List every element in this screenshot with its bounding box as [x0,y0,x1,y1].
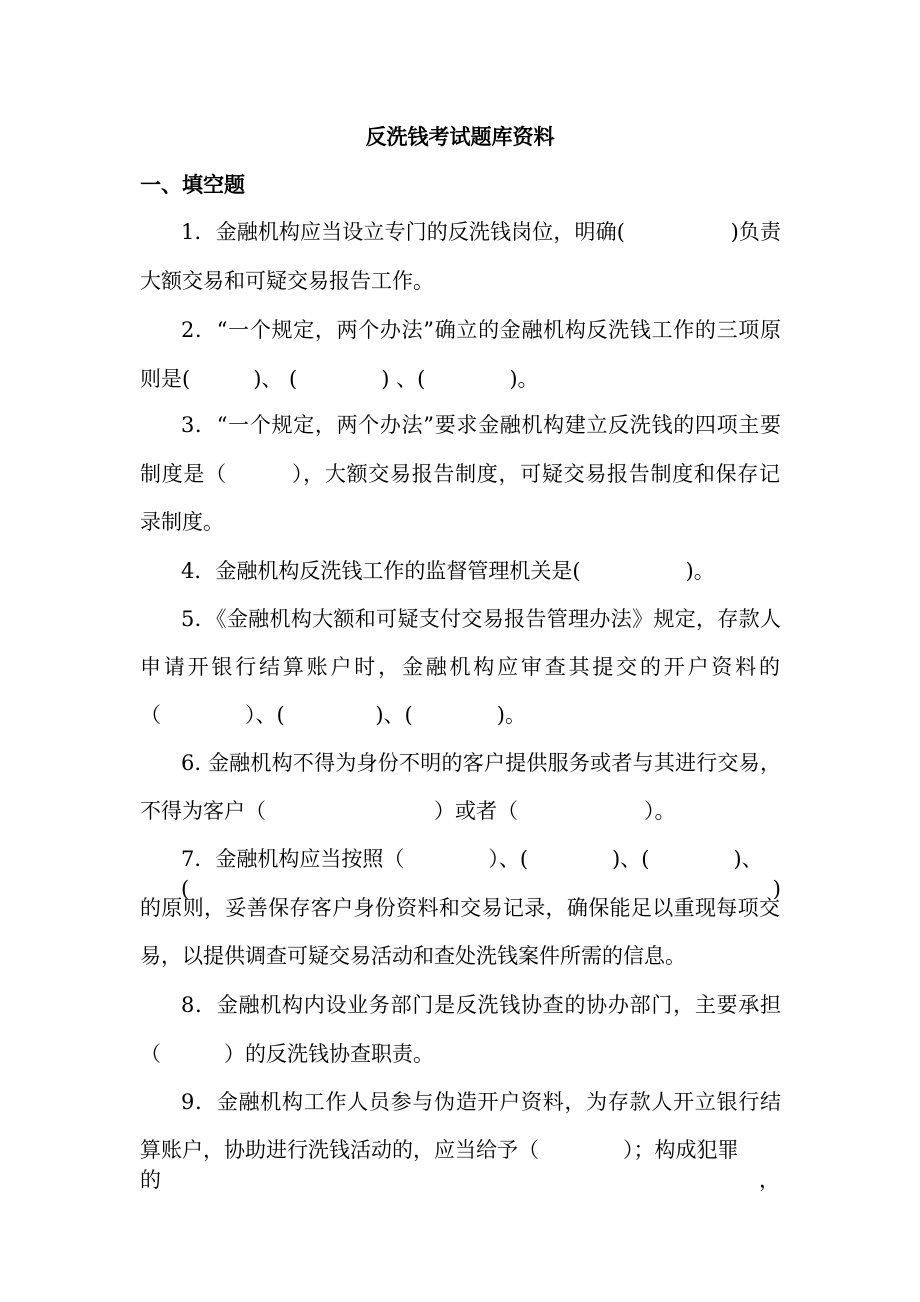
question-3-line-1: 3．“一个规定，两个办法”要求金融机构建立反洗钱的四项主要 [181,413,781,437]
question-7-line-3: 易，以提供调查可疑交易活动和查处洗钱案件所需的信息。 [140,944,686,968]
question-5-line-1: 5．《金融机构大额和可疑支付交易报告管理办法》规定，存款人 [181,607,781,631]
question-4-line-1: 4．金融机构反洗钱工作的监督管理机关是( )。 [181,559,715,583]
question-5-line-3: （ ）、( )、( )。 [140,703,526,727]
question-6-line-2: 不得为客户（ ）或者（ ）。 [140,799,676,823]
question-3-line-3: 录制度。 [140,510,224,534]
question-2-line-1: 2．“一个规定，两个办法”确立的金融机构反洗钱工作的三项原 [181,318,781,342]
section-heading: 一、填空题 [140,172,245,197]
question-3-line-2: 制度是（ ），大额交易报告制度，可疑交易报告制度和保存记 [140,462,780,486]
question-2-line-2: 则是( )、 ( ) 、( )。 [140,367,539,391]
document-title: 反洗钱考试题库资料 [365,124,555,149]
question-8-line-2: （ ）的反洗钱协查职责。 [140,1042,434,1066]
question-6-line-1: 6. 金融机构不得为身份不明的客户提供服务或者与其进行交易， [181,751,781,775]
question-1-line-2: 大额交易和可疑交易报告工作。 [140,269,434,293]
question-9-line-2: 算账户，协助进行洗钱活动的，应当给予（ ）；构成犯罪的， [140,1138,780,1192]
question-1-line-1: 1．金融机构应当设立专门的反洗钱岗位，明确( )负责 [181,220,781,244]
question-5-line-2: 申请开银行结算账户时，金融机构应审查其提交的开户资料的 [140,655,780,679]
question-8-line-1: 8．金融机构内设业务部门是反洗钱协查的协办部门，主要承担 [181,993,781,1017]
question-9-line-1: 9．金融机构工作人员参与伪造开户资料，为存款人开立银行结 [181,1090,781,1114]
question-7-line-2: 的原则，妥善保存客户身份资料和交易记录，确保能足以重现每项交 [140,896,780,920]
question-7-line-1: 7．金融机构应当按照（ ）、( )、( )、( ) [181,847,781,901]
